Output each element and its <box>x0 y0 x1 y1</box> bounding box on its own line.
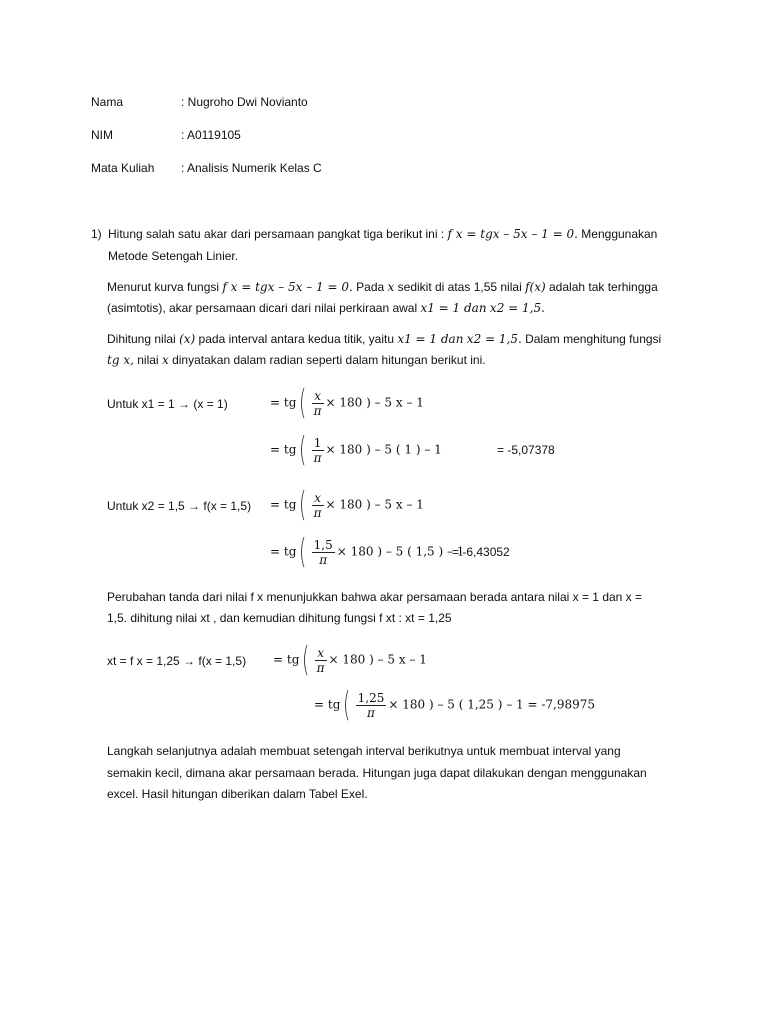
para1-text-c: sedikit di atas 1,55 nilai <box>397 280 522 294</box>
para1-line-2 <box>107 302 545 314</box>
question-equation: f x = tgx – 5x – 1 = 0. <box>447 227 578 241</box>
calc1-result: = -5,07378 <box>497 443 555 457</box>
calc3-step2-num: 1,25 <box>357 690 385 705</box>
calc3-step-2 <box>314 685 596 725</box>
left-paren-glyph: ( <box>299 430 307 470</box>
left-paren-glyph: ( <box>343 685 351 725</box>
calc2-step1-num: x <box>312 491 324 506</box>
name-label: Nama <box>91 95 124 109</box>
name-value: : Nugroho Dwi Novianto <box>181 95 308 109</box>
para1-x2: x2 = 1,5. <box>489 301 545 315</box>
calc1-step1-prefix: = tg <box>270 395 297 410</box>
question-line-2: Metode Setengah Linier. <box>108 249 239 263</box>
calc2-step2-fraction <box>312 538 335 567</box>
calc1-step2-tail: × 180 ) – 5 ( 1 ) – 1 <box>325 442 442 457</box>
para3-line-1: Perubahan tanda dari nilai f x menunjukkan bahwa akar persamaan berada antara nilai x = 1 dan x = <box>107 590 643 604</box>
nim-value: : A0119105 <box>181 128 241 142</box>
question-number: 1) <box>91 227 102 241</box>
calc3-step1-prefix: = tg <box>273 652 300 667</box>
calc2-step-2 <box>270 532 465 572</box>
question-line-1 <box>108 228 657 240</box>
calc3-step2-prefix: = tg <box>314 697 341 712</box>
calc1-step-2 <box>270 430 442 470</box>
para1-text-a: Menurut kurva fungsi <box>107 280 220 294</box>
calc1-label: Untuk x1 = 1 → (x = 1) <box>107 397 228 411</box>
course-label: Mata Kuliah <box>91 161 155 175</box>
question-text-a: Hitung salah satu akar dari persamaan pangkat tiga berikut ini : <box>108 227 445 241</box>
para4-line-3: excel. Hasil hitungan diberikan dalam Tabel Exel. <box>107 787 368 801</box>
calc1-step1-fraction <box>312 389 324 418</box>
para2-line-2 <box>107 354 486 366</box>
calc3-step2-fraction <box>356 691 387 720</box>
calc3-step1-tail: × 180 ) – 5 x – 1 <box>328 652 427 667</box>
calc2-step-1 <box>270 485 424 525</box>
calc3-step1-den: π <box>316 660 325 675</box>
calc1-step2-fraction <box>312 436 324 465</box>
calc2-step2-tail: × 180 ) – 5 ( 1,5 ) – 1 <box>336 544 465 559</box>
para2-line-1 <box>107 333 661 345</box>
para2-text-a: Dihitung nilai <box>107 332 176 346</box>
para2-text-d: nilai <box>137 353 159 367</box>
question-text-b: Menggunakan <box>581 227 658 241</box>
para1-text-line2: (asimtotis), akar persamaan dicari dari nilai perkiraan awal <box>107 301 418 315</box>
nim-label: NIM <box>91 128 113 142</box>
para3-line-2: 1,5. dihitung nilai xt , dan kemudian dihitung fungsi f xt : xt = 1,25 <box>107 611 452 625</box>
calc3-step1-fraction <box>315 646 327 675</box>
calc2-label: Untuk x2 = 1,5 → f(x = 1,5) <box>107 499 252 513</box>
left-paren-glyph: ( <box>299 532 307 572</box>
para2-text-e: dinyatakan dalam radian seperti dalam hitungan berikut ini. <box>172 353 486 367</box>
para2-x2: x2 = 1,5. <box>466 332 522 346</box>
calc2-result: = -6,43052 <box>452 545 510 559</box>
calc2-step1-den: π <box>313 505 322 520</box>
para1-x1: x1 = 1 dan <box>420 301 487 315</box>
calc3-step-1 <box>273 640 427 680</box>
calc1-step2-den: π <box>313 450 322 465</box>
left-paren-glyph: ( <box>299 383 307 423</box>
para4-line-1: Langkah selanjutnya adalah membuat setengah interval berikutnya untuk membuat interval yang <box>107 744 621 758</box>
calc2-step1-tail: × 180 ) – 5 x – 1 <box>325 497 424 512</box>
para1-var-x: x <box>387 280 395 294</box>
para2-tgx: tg x, <box>107 353 134 367</box>
calc1-step1-den: π <box>313 403 322 418</box>
para1-text-b: Pada <box>356 280 385 294</box>
calc1-step1-num: x <box>312 389 324 404</box>
calc1-step1-tail: × 180 ) – 5 x – 1 <box>325 395 424 410</box>
calc3-step2-tail: × 180 ) – 5 ( 1,25 ) – 1 = -7,98975 <box>388 697 596 712</box>
calc2-step2-den: π <box>319 552 328 567</box>
para2-var-x: x <box>161 353 169 367</box>
para1-fx: f(x) <box>525 280 546 294</box>
para1-line-1 <box>107 281 658 293</box>
para2-x1: x1 = 1 dan <box>397 332 464 346</box>
calc2-step1-fraction <box>312 491 324 520</box>
calc2-step2-prefix: = tg <box>270 544 297 559</box>
calc2-step2-num: 1,5 <box>313 537 333 552</box>
left-paren-glyph: ( <box>302 640 310 680</box>
calc2-step1-prefix: = tg <box>270 497 297 512</box>
para1-equation: f x = tgx – 5x – 1 = 0. <box>222 280 353 294</box>
para2-text-c: Dalam menghitung fungsi <box>525 332 662 346</box>
calc1-step2-num: 1 <box>312 436 324 451</box>
left-paren-glyph: ( <box>299 485 307 525</box>
calc3-step1-num: x <box>315 646 327 661</box>
calc1-step-1 <box>270 383 424 423</box>
para2-xparen: (x) <box>179 332 196 346</box>
calc3-step2-den: π <box>367 705 375 720</box>
calc1-step2-prefix: = tg <box>270 442 297 457</box>
para1-text-d: adalah tak terhingga <box>549 280 658 294</box>
para2-text-b: pada interval antara kedua titik, yaitu <box>198 332 394 346</box>
course-value: : Analisis Numerik Kelas C <box>181 161 322 175</box>
para4-line-2: semakin kecil, dimana akar persamaan berada. Hitungan juga dapat dilakukan dengan menggunakan <box>107 766 647 780</box>
calc3-label: xt = f x = 1,25 → f(x = 1,5) <box>107 654 247 668</box>
